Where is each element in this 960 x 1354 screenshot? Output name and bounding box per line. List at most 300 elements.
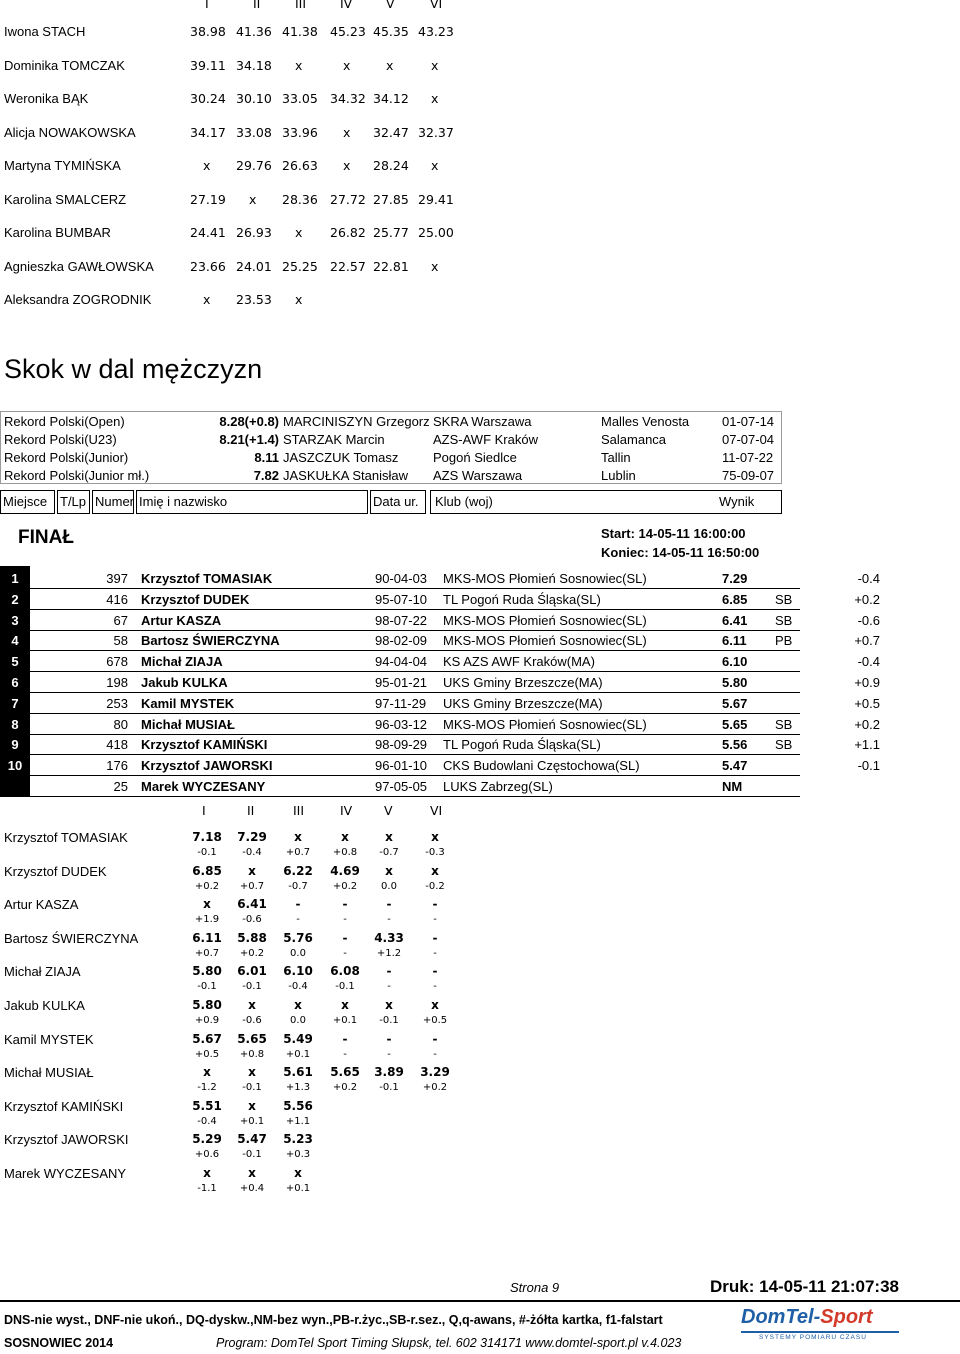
page-number: Strona 9 xyxy=(510,1280,560,1295)
attempt-value: x xyxy=(431,258,439,274)
result-mark: 6.41 xyxy=(722,612,748,628)
attempt-value: - xyxy=(386,964,392,979)
result-row xyxy=(0,755,960,776)
result-wind: +0.2 xyxy=(854,716,880,732)
domtel-logo xyxy=(737,1306,902,1342)
start-time: Start: 14-05-11 16:00:00 xyxy=(601,526,746,541)
attempt-value: x xyxy=(431,998,439,1012)
result-mark: 7.29 xyxy=(722,571,748,586)
attempt-header: V xyxy=(384,803,393,818)
result-number: 397 xyxy=(106,571,128,586)
attempt-value: x xyxy=(431,158,439,173)
attempt-value: 5.80 xyxy=(192,998,222,1012)
attempt-value: 5.65 xyxy=(330,1065,360,1080)
record-label: Rekord Polski(U23) xyxy=(4,432,117,447)
attempt-wind: +0.5 xyxy=(422,1015,448,1026)
logo-underline xyxy=(741,1331,899,1333)
attempt-value: 33.96 xyxy=(282,124,318,140)
attempt-value: x xyxy=(294,998,302,1012)
attempt-value: 29.41 xyxy=(418,191,454,207)
result-name: Krzysztof DUDEK xyxy=(141,591,250,607)
result-place: 8 xyxy=(11,716,19,732)
attempt-value: x xyxy=(386,57,394,73)
attempt-value: 43.23 xyxy=(418,24,454,39)
attempt-value: x xyxy=(203,292,211,307)
result-row xyxy=(0,734,960,755)
result-name: Michał MUSIAŁ xyxy=(141,716,235,732)
attempt-value: 3.29 xyxy=(420,1065,450,1080)
result-row xyxy=(0,714,960,735)
attempt-value: 33.08 xyxy=(236,124,272,140)
attempt-value: - xyxy=(432,930,438,945)
attempt-wind: - xyxy=(433,1048,437,1060)
result-row xyxy=(0,630,960,651)
attempt-wind: - xyxy=(433,981,437,993)
record-date: 75-09-07 xyxy=(722,468,775,483)
attempt-value: x xyxy=(248,998,256,1012)
attempt-wind: +0.7 xyxy=(239,880,265,892)
attempt-wind: -0.1 xyxy=(197,847,217,858)
attempt-value: 7.29 xyxy=(237,830,267,844)
attempt-wind: +1.9 xyxy=(194,914,220,926)
attempt-value: 6.08 xyxy=(330,964,360,979)
athlete-name: Iwona STACH xyxy=(4,24,86,39)
attempt-wind: +0.2 xyxy=(194,880,220,892)
attempt-value: 7.18 xyxy=(192,830,222,844)
result-club: TL Pogoń Ruda Śląska(SL) xyxy=(443,591,601,607)
athlete-name: Krzysztof JAWORSKI xyxy=(4,1132,129,1148)
result-mark: 6.11 xyxy=(722,633,747,649)
result-dob: 94-04-04 xyxy=(375,654,428,670)
athlete-name: Bartosz ŚWIERCZYNA xyxy=(4,930,139,946)
athlete-name: Weronika BĄK xyxy=(4,91,89,106)
record-athlete: STARZAK Marcin xyxy=(283,432,385,447)
attempt-value: x xyxy=(248,1166,256,1180)
record-place: Malles Venosta xyxy=(601,414,690,429)
attempt-wind: - xyxy=(343,1048,347,1060)
attempt-value: 25.77 xyxy=(373,225,409,240)
result-mark: 5.67 xyxy=(722,695,748,711)
record-row xyxy=(0,432,782,450)
attempt-value: 23.66 xyxy=(190,258,226,274)
attempt-value: 5.51 xyxy=(192,1098,222,1113)
attempt-value: x xyxy=(385,863,393,878)
athlete-name: Krzysztof DUDEK xyxy=(4,863,107,879)
attempt-value: x xyxy=(295,225,303,240)
attempt-value: x xyxy=(294,1166,302,1180)
attempt-value: 30.10 xyxy=(236,91,272,106)
attempt-value: 5.47 xyxy=(237,1132,267,1147)
result-mark: 5.47 xyxy=(722,758,748,774)
record-club: SKRA Warszawa xyxy=(433,414,532,429)
women-header-row xyxy=(0,0,470,16)
attempt-value: 45.35 xyxy=(373,24,409,39)
result-place: 1 xyxy=(11,571,19,586)
result-divider xyxy=(30,796,800,797)
attempt-header: III xyxy=(293,803,305,818)
attempt-wind: -0.6 xyxy=(242,1015,262,1026)
attempt-value: 4.33 xyxy=(374,930,404,945)
attempt-value: 34.12 xyxy=(373,91,409,106)
attempt-value: 39.11 xyxy=(190,57,226,73)
result-place: 4 xyxy=(11,633,19,649)
attempt-wind: 0.0 xyxy=(290,947,306,959)
attempt-wind: -0.4 xyxy=(288,981,308,993)
attempt-value: 5.88 xyxy=(237,930,267,945)
attempt-value: - xyxy=(342,897,348,912)
attempt-value: - xyxy=(342,930,348,945)
attempt-value: x xyxy=(343,57,351,73)
result-number: 176 xyxy=(106,758,128,774)
result-row xyxy=(0,672,960,693)
result-number: 416 xyxy=(106,591,128,607)
attempt-value: 25.25 xyxy=(282,258,318,274)
attempt-value: x xyxy=(248,863,256,878)
result-mark: 6.85 xyxy=(722,591,748,607)
record-mark: 8.21(+1.4) xyxy=(219,432,279,447)
result-number: 418 xyxy=(106,737,128,753)
attempt-value: 6.41 xyxy=(237,897,267,912)
attempt-wind: -0.1 xyxy=(242,1149,262,1161)
result-mark: 5.80 xyxy=(722,675,748,690)
attempt-wind: +0.1 xyxy=(332,1015,358,1026)
record-club: Pogoń Siedlce xyxy=(433,450,517,465)
col-header-result-label: Wynik xyxy=(719,494,755,509)
attempt-wind: -0.6 xyxy=(242,914,262,926)
result-wind: -0.6 xyxy=(857,612,880,628)
attempt-wind: 0.0 xyxy=(290,1015,306,1026)
attempt-value: 5.76 xyxy=(283,930,313,945)
attempt-wind: - xyxy=(387,981,391,993)
attempt-wind: -0.1 xyxy=(242,981,262,993)
attempt-value: 28.24 xyxy=(373,158,409,173)
athlete-row xyxy=(0,58,470,78)
athlete-row xyxy=(0,259,470,279)
attempt-value: x xyxy=(203,897,211,912)
result-club: UKS Gminy Brzeszcze(MA) xyxy=(443,695,603,711)
result-mark: 6.10 xyxy=(722,654,748,670)
attempt-value: x xyxy=(431,830,439,844)
attempt-value: 34.18 xyxy=(236,57,272,73)
attempt-wind: -0.4 xyxy=(197,1115,217,1127)
attempt-wind: +0.4 xyxy=(239,1183,265,1194)
result-dob: 97-05-05 xyxy=(375,779,428,794)
attempt-value: - xyxy=(432,1031,438,1046)
result-row xyxy=(0,693,960,714)
attempt-value: - xyxy=(432,964,438,979)
athlete-name: Kamil MYSTEK xyxy=(4,1031,94,1047)
attempt-wind: +0.8 xyxy=(239,1048,265,1060)
result-club: MKS-MOS Płomień Sosnowiec(SL) xyxy=(443,716,647,732)
attempt-wind: - xyxy=(296,914,300,926)
athlete-row xyxy=(0,24,470,44)
attempt-value: 22.57 xyxy=(330,258,366,274)
attempt-wind: +0.6 xyxy=(194,1149,220,1161)
attempt-value: 32.37 xyxy=(418,124,454,140)
attempt-value: 23.53 xyxy=(236,292,272,307)
col-header-tlp: T/Lp xyxy=(57,490,90,514)
result-name: Krzysztof JAWORSKI xyxy=(141,758,273,774)
attempt-value: 41.38 xyxy=(282,24,318,39)
attempt-value: 3.89 xyxy=(374,1065,404,1080)
result-note: SB xyxy=(775,591,793,607)
attempt-wind: +0.5 xyxy=(194,1048,220,1060)
final-label: FINAŁ xyxy=(18,527,74,548)
attempt-value: x xyxy=(249,191,257,207)
athlete-name: Artur KASZA xyxy=(4,897,79,913)
attempt-value: 34.32 xyxy=(330,91,366,106)
attempt-value: x xyxy=(341,830,349,844)
attempt-value: 30.24 xyxy=(190,91,226,106)
record-mark: 8.11 xyxy=(254,450,279,465)
attempt-value: x xyxy=(203,1166,211,1180)
athlete-name: Krzysztof KAMIŃSKI xyxy=(4,1098,124,1114)
athlete-name: Michał ZIAJA xyxy=(4,964,81,980)
attempt-wind: +1.3 xyxy=(285,1082,311,1094)
record-row xyxy=(0,450,782,468)
print-time: Druk: 14-05-11 21:07:38 xyxy=(710,1277,900,1296)
result-note: SB xyxy=(775,716,793,732)
result-name: Krzysztof KAMIŃSKI xyxy=(141,737,268,753)
attempt-wind: -0.7 xyxy=(379,847,399,858)
attempt-wind: -0.2 xyxy=(425,880,445,892)
athlete-row xyxy=(0,192,470,212)
attempt-header: I xyxy=(202,803,206,818)
result-row xyxy=(0,651,960,672)
record-club: AZS Warszawa xyxy=(433,468,523,483)
result-wind: +0.9 xyxy=(854,675,880,690)
record-date: 11-07-22 xyxy=(722,450,774,465)
result-place: 10 xyxy=(7,758,23,774)
attempt-wind: - xyxy=(387,1048,391,1060)
attempt-value: 27.19 xyxy=(190,191,226,207)
record-row xyxy=(0,468,782,486)
result-note: SB xyxy=(775,612,793,628)
result-row xyxy=(0,610,960,631)
result-club: CKS Budowlani Częstochowa(SL) xyxy=(443,758,640,774)
result-mark: 5.65 xyxy=(722,716,748,732)
attempt-value: 5.65 xyxy=(237,1031,267,1046)
athlete-name: Dominika TOMCZAK xyxy=(4,57,125,73)
attempt-header: VI xyxy=(430,0,443,11)
attempt-value: 5.61 xyxy=(283,1065,313,1080)
attempt-wind: +1.2 xyxy=(376,947,402,959)
attempt-value: 26.63 xyxy=(282,158,318,173)
result-number: 253 xyxy=(106,695,128,711)
record-mark: 7.82 xyxy=(253,468,279,483)
result-club: MKS-MOS Płomień Sosnowiec(SL) xyxy=(443,633,647,649)
end-time: Koniec: 14-05-11 16:50:00 xyxy=(601,545,760,560)
athlete-name: Agnieszka GAWŁOWSKA xyxy=(4,258,154,274)
result-place: 3 xyxy=(11,612,19,628)
attempt-value: x xyxy=(385,998,393,1012)
athlete-name: Krzysztof TOMASIAK xyxy=(4,830,128,845)
attempt-wind: - xyxy=(343,914,347,926)
attempt-value: 5.49 xyxy=(283,1031,313,1046)
section-title: Skok w dal mężczyzn xyxy=(4,354,263,384)
attempt-wind: +0.8 xyxy=(332,847,358,858)
athlete-row xyxy=(0,292,470,312)
attempt-header: V xyxy=(386,0,395,11)
attempt-value: 28.36 xyxy=(282,191,318,207)
attempt-value: x xyxy=(343,124,351,140)
attempt-wind: +0.2 xyxy=(239,947,265,959)
attempt-value: 6.01 xyxy=(237,964,267,979)
attempt-value: - xyxy=(295,897,301,912)
record-label: Rekord Polski(Junior) xyxy=(4,450,129,465)
result-row xyxy=(0,776,960,797)
result-name: Krzysztof TOMASIAK xyxy=(141,571,273,586)
result-club: MKS-MOS Płomień Sosnowiec(SL) xyxy=(443,571,647,586)
attempt-value: x xyxy=(248,1098,256,1113)
result-name: Kamil MYSTEK xyxy=(141,695,235,711)
result-place: 7 xyxy=(11,695,19,711)
attempt-wind: -1.2 xyxy=(197,1082,217,1094)
attempt-value: 29.76 xyxy=(236,158,272,173)
athlete-row xyxy=(0,158,470,178)
record-date: 01-07-14 xyxy=(722,414,775,429)
attempt-value: 45.23 xyxy=(330,24,366,39)
attempt-value: x xyxy=(385,830,393,844)
attempt-value: 27.72 xyxy=(330,191,366,207)
attempt-header: IV xyxy=(340,803,353,818)
result-dob: 96-01-10 xyxy=(375,758,428,774)
result-club: UKS Gminy Brzeszcze(MA) xyxy=(443,675,603,690)
attempt-wind: +0.2 xyxy=(422,1082,448,1094)
attempt-header: II xyxy=(253,0,261,11)
result-club: TL Pogoń Ruda Śląska(SL) xyxy=(443,737,601,753)
result-number: 58 xyxy=(113,633,128,649)
col-header-dob: Data ur. xyxy=(370,490,426,514)
result-dob: 96-03-12 xyxy=(375,716,428,732)
result-wind: +0.7 xyxy=(854,633,880,649)
record-row xyxy=(0,414,782,432)
attempt-wind: -0.1 xyxy=(242,1082,262,1094)
result-mark: NM xyxy=(722,779,743,794)
attempt-value: 32.47 xyxy=(373,124,409,140)
attempt-value: x xyxy=(431,57,439,73)
attempt-value: x xyxy=(431,91,439,106)
athlete-name: Aleksandra ZOGRODNIK xyxy=(4,292,152,307)
attempt-wind: +0.1 xyxy=(285,1183,311,1194)
attempt-wind: -0.4 xyxy=(242,847,262,858)
result-number: 67 xyxy=(113,612,128,628)
attempt-wind: - xyxy=(387,914,391,926)
record-club: AZS-AWF Kraków xyxy=(433,432,538,447)
result-dob: 95-07-10 xyxy=(375,591,428,607)
col-header-name: Imię i nazwisko xyxy=(136,490,368,514)
attempt-value: - xyxy=(386,1031,392,1046)
result-name: Bartosz ŚWIERCZYNA xyxy=(141,633,280,649)
event-name: SOSNOWIEC 2014 xyxy=(4,1336,114,1350)
result-number: 80 xyxy=(113,716,128,732)
attempt-wind: +0.2 xyxy=(332,1082,358,1094)
attempt-value: - xyxy=(342,1031,348,1046)
attempt-wind: +0.9 xyxy=(194,1015,220,1026)
attempt-wind: +1.1 xyxy=(285,1115,311,1127)
attempt-value: 33.05 xyxy=(282,91,318,106)
record-date: 07-07-04 xyxy=(722,432,775,447)
result-row xyxy=(0,589,960,610)
result-dob: 98-09-29 xyxy=(375,737,428,753)
attempt-value: x xyxy=(248,1065,256,1080)
attempt-wind: - xyxy=(433,947,437,959)
athlete-name: Michał MUSIAŁ xyxy=(4,1065,94,1081)
result-wind: +0.2 xyxy=(854,591,880,607)
attempt-wind: -1.1 xyxy=(197,1183,217,1194)
record-mark: 8.28(+0.8) xyxy=(219,414,279,429)
attempt-value: 26.93 xyxy=(236,225,272,240)
footer-rule xyxy=(0,1300,960,1302)
attempt-value: x xyxy=(203,158,211,173)
attempt-wind: - xyxy=(433,914,437,926)
record-label: Rekord Polski(Open) xyxy=(4,414,125,429)
result-wind: +0.5 xyxy=(854,695,880,711)
result-club: MKS-MOS Płomień Sosnowiec(SL) xyxy=(443,612,647,628)
program-info: Program: DomTel Sport Timing Słupsk, tel. 602 314171 www.domtel-sport.pl v.4.023 xyxy=(216,1336,682,1350)
attempt-value: 5.23 xyxy=(283,1132,313,1147)
result-number: 198 xyxy=(106,675,128,690)
result-dob: 90-04-03 xyxy=(375,571,428,586)
attempt-wind: 0.0 xyxy=(381,880,397,892)
attempt-value: 27.85 xyxy=(373,191,409,207)
attempt-value: x xyxy=(295,292,303,307)
attempt-wind: -0.1 xyxy=(379,1015,399,1026)
athlete-name: Jakub KULKA xyxy=(4,998,85,1013)
attempt-wind: -0.1 xyxy=(335,981,355,993)
attempt-header: IV xyxy=(340,0,353,11)
athlete-row xyxy=(0,91,470,111)
attempt-wind: +0.2 xyxy=(332,880,358,892)
athlete-name: Marek WYCZESANY xyxy=(4,1166,127,1181)
result-place: 6 xyxy=(11,675,19,690)
record-athlete: JASKUŁKA Stanisław xyxy=(283,468,409,483)
logo-text-main: DomTel- xyxy=(741,1306,821,1328)
record-athlete: MARCINISZYN Grzegorz xyxy=(283,414,430,429)
attempt-value: - xyxy=(386,897,392,912)
attempt-wind: +0.7 xyxy=(285,847,311,858)
result-dob: 95-01-21 xyxy=(375,675,428,690)
attempt-wind: - xyxy=(343,947,347,959)
logo-text-sport: Sport xyxy=(820,1306,873,1328)
attempt-wind: +0.3 xyxy=(285,1149,311,1161)
col-header-club xyxy=(430,490,782,514)
attempt-value: 5.80 xyxy=(192,964,222,979)
attempt-wind: -0.7 xyxy=(288,880,308,892)
attempt-value: 5.29 xyxy=(192,1132,222,1147)
attempt-value: 5.67 xyxy=(192,1031,222,1046)
attempt-value: x xyxy=(341,998,349,1012)
attempt-wind: -0.1 xyxy=(379,1082,399,1094)
result-dob: 97-11-29 xyxy=(375,695,427,711)
record-label: Rekord Polski(Junior mł.) xyxy=(4,468,150,483)
result-club: LUKS Zabrzeg(SL) xyxy=(443,779,553,794)
result-note: PB xyxy=(775,633,793,649)
attempt-wind: +0.1 xyxy=(239,1115,265,1127)
result-name: Marek WYCZESANY xyxy=(141,779,266,794)
record-place: Salamanca xyxy=(601,432,667,447)
attempt-value: 26.82 xyxy=(330,225,366,240)
attempt-header: III xyxy=(295,0,307,11)
result-mark: 5.56 xyxy=(722,737,748,753)
result-number: 678 xyxy=(106,654,128,670)
result-note: SB xyxy=(775,737,793,753)
result-wind: -0.4 xyxy=(857,571,880,586)
col-header-club-label: Klub (woj) xyxy=(435,494,493,509)
result-dob: 98-07-22 xyxy=(375,612,428,628)
attempt-value: 38.98 xyxy=(190,24,226,39)
attempt-wind: -0.3 xyxy=(425,847,445,858)
